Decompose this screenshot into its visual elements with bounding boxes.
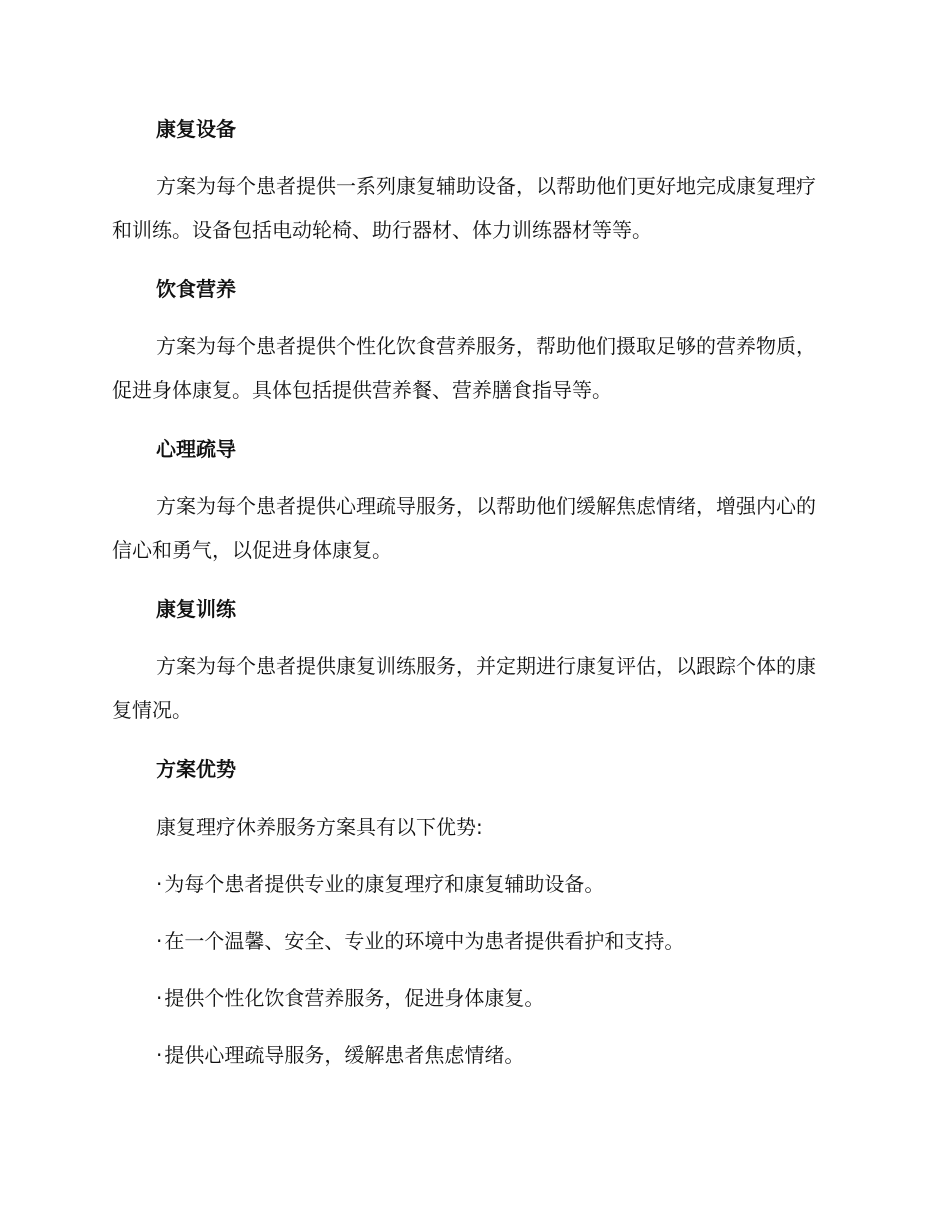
advantage-item-text: 提供心理疏导服务，缓解患者焦虑情绪。 [164, 1043, 525, 1067]
section-body-diet-nutrition: 方案为每个患者提供个性化饮食营养服务，帮助他们摄取足够的营养物质，促进身体康复。具体包括提供营养餐、营养膳食指导等。 [112, 334, 816, 402]
section-heading-diet-nutrition: 饮食营养 [156, 277, 236, 301]
advantage-item-text: 在一个温馨、安全、专业的环境中为患者提供看护和支持。 [164, 929, 685, 953]
section-body-rehab-equipment: 方案为每个患者提供一系列康复辅助设备，以帮助他们更好地完成康复理疗和训练。设备包括电动轮椅、助行器材、体力训练器材等等。 [112, 174, 816, 242]
section-heading-rehab-training: 康复训练 [156, 597, 236, 621]
bullet-icon: · [156, 1043, 163, 1067]
advantage-list-item [156, 929, 684, 953]
section-heading-psych-counseling: 心理疏导 [156, 437, 236, 461]
advantage-list-item [156, 872, 604, 896]
bullet-icon: · [156, 986, 163, 1010]
section-heading-advantages: 方案优势 [156, 757, 236, 781]
section-heading-rehab-equipment: 康复设备 [156, 117, 236, 141]
bullet-icon: · [156, 872, 163, 896]
advantage-list-item [156, 986, 544, 1010]
section-body-psych-counseling: 方案为每个患者提供心理疏导服务，以帮助他们缓解焦虑情绪，增强内心的信心和勇气，以促进身体康复。 [112, 494, 816, 562]
bullet-icon: · [156, 929, 163, 953]
advantage-item-text: 提供个性化饮食营养服务，促进身体康复。 [164, 986, 545, 1010]
advantages-intro: 康复理疗休养服务方案具有以下优势: [156, 815, 483, 839]
section-body-rehab-training: 方案为每个患者提供康复训练服务，并定期进行康复评估，以跟踪个体的康复情况。 [112, 654, 816, 722]
advantage-list-item [156, 1043, 524, 1067]
advantage-item-text: 为每个患者提供专业的康复理疗和康复辅助设备。 [164, 872, 605, 896]
